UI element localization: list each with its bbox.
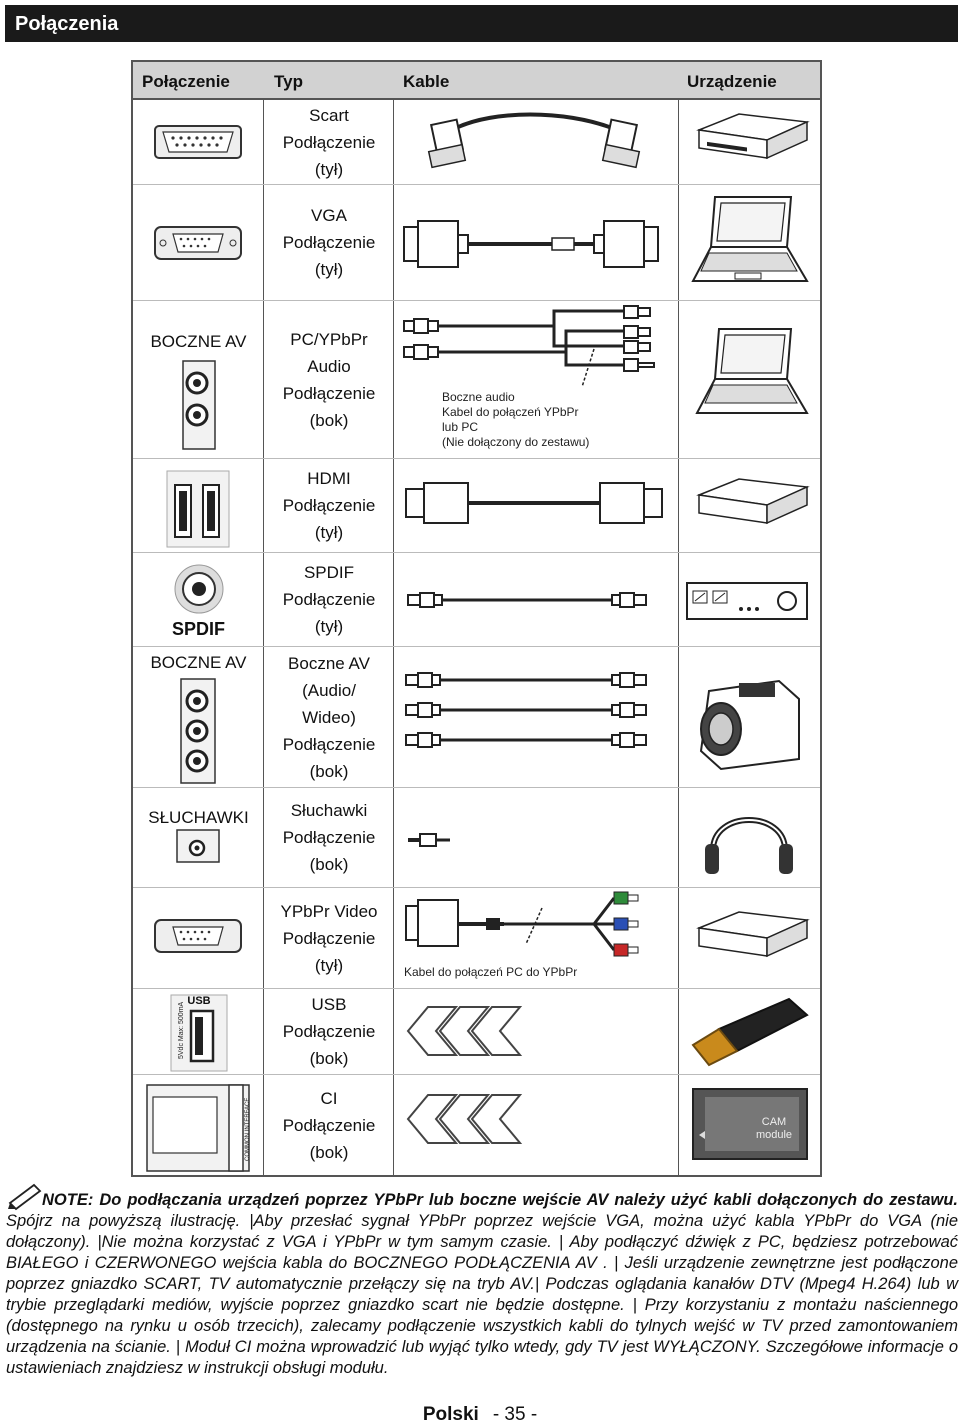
scart-cable-icon — [394, 100, 679, 185]
header-urzadzenie: Urządzenie — [687, 72, 777, 91]
pc-audio-type: PC/YPbPr Audio Podłączenie (bok) — [282, 329, 376, 430]
table-row-pc-audio — [133, 301, 820, 459]
ci-type: CI Podłączenie (bok) — [282, 1088, 376, 1162]
usb-arrows — [394, 989, 679, 1074]
table-row-headphones — [133, 788, 820, 888]
side-av-jacks-icon — [133, 301, 264, 459]
note-text — [6, 1190, 958, 1379]
note-bold: NOTE: Do podłączania urządzeń poprzez YPbPr lub boczne wejście AV należy użyć kabli dołączonych do zestawu. — [42, 1191, 958, 1209]
svg-text:COMMON INTERFACE: COMMON INTERFACE — [245, 1097, 251, 1161]
headphone-cable — [394, 788, 679, 887]
side-av-label: BOCZNE AV — [150, 653, 247, 672]
ypbpr-type: YPbPr Video Podłączenie (tył) — [280, 901, 378, 975]
page-footer — [0, 1404, 960, 1426]
vga-cable — [394, 185, 679, 300]
header-kable: Kable — [403, 72, 450, 91]
hdmi-type: HDMI Podłączenie (tył) — [282, 469, 376, 542]
headphone-port — [133, 788, 264, 887]
headphones-icon — [679, 788, 820, 888]
scart-cable — [394, 100, 679, 184]
ci-arrows — [394, 1075, 679, 1175]
insert-arrows-icon — [394, 989, 679, 1075]
footer-language: Polski — [422, 1404, 479, 1425]
spdif-type: SPDIF Podłączenie (tył) — [282, 563, 376, 636]
side-av-jacks-icon — [133, 647, 264, 788]
side-av-port — [133, 647, 264, 787]
rca-av-cable-icon — [394, 647, 679, 788]
laptop-icon — [679, 301, 820, 459]
usb-stick-icon — [679, 989, 820, 1075]
laptop-device — [679, 301, 820, 458]
side-av-type: Boczne AV (Audio/ Wideo) Podłączenie (bok) — [282, 653, 376, 781]
table-row-ci — [133, 1075, 820, 1175]
dvd-player — [679, 100, 820, 184]
note-body: Spójrz na powyższą ilustrację. |Aby przesłać sygnał YPbPr poprzez wejście VGA, można użyć kabla YPbPr do VGA (nie dołączony). |Nie można korzystać z VGA i YPbPr w tym samym czasie. | Aby podłączyć dźwięk z PC, będziesz potrzebować BIAŁEGO i CZERWONEGO wejścia kabla do BOCZNEGO PODŁĄCZENIA AV . | Jeśli urządzenie zewnętrzne jest podłączone poprzez gniazdko SCART, TV automatycznie przełączy się na tryb AV.| Podczas oglądania kanałów DTV (Mpeg4 H.264) lub w trybie przeglądarki mediów, wyjście poprzez gniazdko scart nie będzie dostępne. | Przy korzystaniu z montażu naściennego (dostępnego na rynku u osób trzecich), zalecamy podłączenie wszystkich kabli do tylnych wejść w TV przed zamontowaniem urządzenia na ścianie. | Moduł CI można wprowadzić lub wyjąć tylko wtedy, gdy TV jest WYŁĄCZONY. Szczegółowe informacje o ustawieniach znajdziesz w instrukcji obsługi modułu. — [6, 1212, 958, 1377]
usb-type: USB Podłączenie (bok) — [282, 995, 376, 1068]
hdmi-cable-icon — [394, 459, 679, 553]
pc-audio-cable — [394, 301, 679, 458]
laptop-device — [679, 185, 820, 300]
side-av-label: BOCZNE AV — [150, 332, 247, 351]
spdif-port — [133, 553, 264, 646]
coax-cable-icon — [394, 553, 679, 647]
table-row-usb — [133, 989, 820, 1075]
vga-port — [133, 185, 264, 300]
vga-type: VGA Podłączenie (tył) — [282, 206, 376, 279]
cam-module — [679, 1075, 820, 1175]
audio-amplifier — [679, 553, 820, 646]
side-av-port — [133, 301, 264, 458]
av-cable — [394, 647, 679, 787]
ci-slot — [133, 1075, 264, 1175]
tv-ci-slot-icon — [133, 1075, 264, 1175]
scart-port — [133, 100, 264, 184]
audio-amplifier-icon — [679, 553, 820, 647]
table-row-ypbpr — [133, 888, 820, 989]
insert-arrows-icon — [394, 1075, 679, 1175]
headphones-device — [679, 788, 820, 887]
usb-stick — [679, 989, 820, 1074]
headphone-label: SŁUCHAWKI — [148, 808, 249, 827]
cam-label: CAM module — [755, 1116, 793, 1141]
laptop-icon — [679, 185, 820, 301]
hdmi-cable — [394, 459, 679, 552]
ypbpr-caption: Kabel do połączeń PC do YPbPr — [404, 965, 578, 979]
page-number: - 35 - — [492, 1404, 538, 1425]
table-row-side-av — [133, 647, 820, 788]
dvd-player — [679, 459, 820, 552]
table-row-vga — [133, 185, 820, 301]
scart-port-icon — [133, 100, 264, 185]
vga-port-icon — [133, 185, 264, 301]
page-title: Połączenia — [5, 5, 958, 42]
svg-text:5Vdc Max: 500mA: 5Vdc Max: 500mA — [178, 1001, 185, 1059]
vga-port-icon — [133, 888, 264, 989]
header-typ: Typ — [274, 72, 303, 91]
table-row-hdmi — [133, 459, 820, 553]
ypbpr-cable — [394, 888, 679, 988]
table-row-spdif — [133, 553, 820, 647]
camcorder — [679, 647, 820, 787]
usb-port — [133, 989, 264, 1074]
mini-jack-cable-icon — [394, 788, 679, 888]
vga-port — [133, 888, 264, 988]
header-polaczenie: Połączenie — [142, 72, 230, 91]
pc-audio-caption: Boczne audio Kabel do połączeń YPbPr lub PC (Nie dołączony do zestawu) — [442, 390, 590, 449]
spdif-label: SPDIF — [171, 619, 225, 639]
headphone-type: Słuchawki Podłączenie (bok) — [282, 801, 376, 874]
scart-type: Scart Podłączenie (tył) — [282, 105, 376, 179]
table-row-scart — [133, 100, 820, 185]
dvd-player-icon — [679, 888, 820, 989]
connections-table — [131, 60, 822, 1177]
dvd-player — [679, 888, 820, 988]
table-header — [133, 62, 820, 100]
vga-cable-icon — [394, 185, 679, 301]
camcorder-icon — [679, 647, 820, 788]
hdmi-ports — [133, 459, 264, 552]
headphone-jack-icon — [133, 788, 264, 888]
dvd-player-icon — [679, 459, 820, 553]
dvd-player-icon — [679, 100, 820, 185]
usb-label: USB — [187, 995, 211, 1007]
spdif-cable — [394, 553, 679, 646]
hdmi-ports-icon — [133, 459, 264, 553]
